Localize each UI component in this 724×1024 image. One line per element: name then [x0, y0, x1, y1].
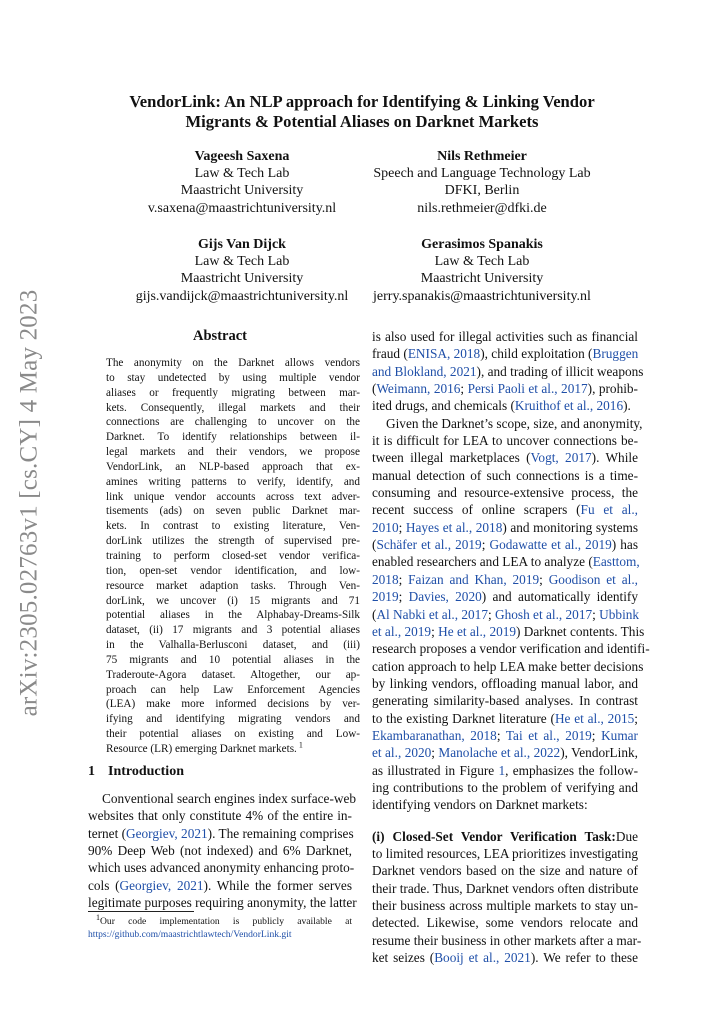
- section-title: Introduction: [108, 764, 184, 779]
- text-run: ;: [398, 571, 409, 587]
- abstract-line: amines writing patterns to verify, identify, and: [106, 475, 360, 488]
- section-number: 1: [88, 764, 95, 779]
- citation-link[interactable]: Kruithof et al., 2016: [514, 398, 624, 414]
- citation-link[interactable]: et al., 2019: [372, 623, 432, 639]
- text-run: ;: [460, 381, 468, 397]
- abstract-line: ifying and identifying migrating vendors and: [106, 713, 360, 726]
- citation-link[interactable]: Al Nabki et al., 2017: [376, 606, 488, 622]
- author-name: Vageesh Saxena: [194, 149, 290, 164]
- citation-link[interactable]: Bruggen: [592, 346, 639, 362]
- abstract-line: VendorLink, an NLP-based approach that ex-: [106, 460, 360, 473]
- footnote: [88, 912, 352, 941]
- text-run: cation approach to help LEA make better decisions: [372, 658, 644, 674]
- citation-link[interactable]: Ghosh et al., 2017: [495, 606, 593, 622]
- text-run: ). While the former serves: [203, 877, 352, 893]
- author-institution: Maastricht University: [180, 183, 304, 199]
- paragraph-line: websites that only constitute 4% of the entire in-: [88, 808, 352, 824]
- text-run: ). While: [591, 450, 638, 466]
- text-run: to the existing Darknet literature (: [372, 710, 555, 726]
- text-run: ;: [487, 606, 495, 622]
- citation-link[interactable]: Faizan and Khan, 2019: [408, 571, 540, 587]
- paragraph-line: [372, 880, 638, 897]
- text-run: ), VendorLink,: [560, 745, 638, 761]
- author-block-3: [112, 236, 372, 305]
- paragraph-line: [372, 380, 638, 397]
- abstract-heading: Abstract: [193, 328, 247, 344]
- paragraph-line: Conventional search engines index surface-web: [102, 791, 357, 806]
- contribution-heading: (i) Closed-Set Vendor Verification Task:: [372, 828, 616, 844]
- text-run: (: [372, 537, 377, 553]
- abstract-line: tisements (ads) on seven public Darknet mar-: [106, 505, 360, 518]
- abstract-line: resource market adaption tasks. Through Ven-: [106, 579, 360, 592]
- paragraph-line: [372, 762, 638, 779]
- paragraph-line: [372, 519, 638, 536]
- citation-link[interactable]: Fu et al.,: [580, 502, 638, 518]
- paragraph-line: [372, 623, 645, 640]
- text-run: tween illegal marketplaces (: [372, 450, 531, 466]
- text-run: their business across multiple markets to stay un-: [372, 898, 638, 913]
- citation-link[interactable]: 2010: [372, 519, 399, 535]
- author-institution: Maastricht University: [420, 271, 544, 287]
- abstract-body: [106, 356, 360, 757]
- paragraph-line: [372, 727, 638, 744]
- abstract-line: in the Valhalla-Berlusconi dataset, and (iii): [106, 639, 360, 652]
- paragraph-line: [372, 828, 638, 845]
- author-email: v.saxena@maastrichtuniversity.nl: [147, 200, 337, 216]
- paragraph-line: [372, 744, 638, 761]
- abstract-line: link unique vendor accounts across text adver-: [106, 490, 360, 503]
- abstract-line: training to perform closed-set vendor verifica-: [106, 549, 360, 562]
- footnote-url-link[interactable]: https://github.com/maastrichtlawtech/VendorLink.git: [88, 928, 292, 940]
- citation-link[interactable]: Georgiev, 2021: [126, 825, 208, 841]
- text-run: ) has: [611, 537, 638, 553]
- author-email: gijs.vandijck@maastrichtuniversity.nl: [135, 288, 349, 304]
- author-affiliation: Speech and Language Technology Lab: [373, 166, 591, 182]
- citation-link[interactable]: Tai et al., 2019: [505, 727, 592, 743]
- author-email: nils.rethmeier@dfki.de: [417, 200, 547, 216]
- text-run: resume their business in other markets after a mar-: [372, 932, 642, 948]
- text-run: ), child exploitation (: [480, 346, 593, 362]
- citation-link[interactable]: Weimann, 2016: [376, 381, 461, 397]
- footnote-mark: 1: [96, 912, 100, 922]
- citation-link[interactable]: Ubbink: [599, 606, 640, 622]
- text-run: ) Darknet contents. This: [516, 623, 645, 639]
- author-block-1: [112, 148, 372, 217]
- text-run: their trade. Thus, Darknet vendors often distribute: [372, 880, 639, 896]
- abstract-line: Traderoute-Agora dataset. Altogether, our ap-: [106, 668, 360, 681]
- text-run: ). The remaining comprises: [207, 825, 354, 841]
- text-run: ket seizes (: [372, 950, 435, 966]
- text-run: by linking vendors, offloading manual labor, and: [372, 675, 638, 691]
- text-run: ) and automatically identify: [481, 589, 638, 605]
- paragraph-line: [372, 658, 644, 675]
- text-run: is also used for illegal activities such as financial: [372, 329, 638, 344]
- paragraph-line: [372, 553, 638, 570]
- paragraph-line: [372, 914, 638, 931]
- footnote-rule: [88, 911, 194, 912]
- text-run: Due: [615, 828, 638, 844]
- citation-link[interactable]: 1: [498, 762, 506, 778]
- citation-link[interactable]: Vogt, 2017: [530, 450, 592, 466]
- abstract-line: Resource (LR) emerging Darknet markets. $^1$: [106, 740, 303, 755]
- author-affiliation: Law & Tech Lab: [194, 166, 290, 182]
- text-run: to limited resources, LEA prioritizes investigating: [372, 845, 638, 861]
- abstract-line: kets. In contrast to existing literature, Ven-: [106, 520, 360, 533]
- citation-link[interactable]: Easttom,: [592, 554, 640, 570]
- paragraph-line: legitimate purposes requiring anonymity, the latter: [88, 895, 357, 911]
- paragraph-gap: [372, 814, 638, 828]
- author-name: Gijs Van Dijck: [198, 237, 286, 252]
- text-run: manual detection of such connections is a time-: [372, 467, 638, 483]
- text-run: ;: [591, 727, 602, 743]
- footnote-mark: 1: [296, 740, 303, 750]
- paragraph-line: [372, 710, 638, 727]
- abstract-line: Darknet. To identify relationships between il-: [106, 431, 360, 444]
- abstract-line: The anonymity on the Darknet allows vendors: [106, 357, 360, 369]
- paragraph-line: [372, 328, 638, 345]
- text-run: ;: [634, 710, 638, 726]
- paragraph-line: [372, 779, 638, 796]
- paragraph-line: [372, 571, 638, 588]
- citation-link[interactable]: Schäfer et al., 2019: [376, 537, 482, 553]
- author-institution: Maastricht University: [180, 271, 304, 287]
- footnote-line: [88, 912, 352, 929]
- text-run: cols (: [88, 877, 120, 893]
- paragraph-line: [372, 415, 643, 432]
- citation-link[interactable]: Ekambaranathan, 2018: [372, 727, 497, 743]
- arxiv-identifier-text: arXiv:2305.02763v1 [cs.CY] 4 May 2023: [15, 289, 43, 717]
- citation-link[interactable]: ENISA, 2018: [407, 346, 481, 362]
- text-run: ;: [539, 571, 549, 587]
- paragraph-line: [372, 862, 638, 879]
- text-run: research proposes a vendor verification and identifi-: [372, 641, 650, 657]
- section-heading: [88, 764, 184, 780]
- citation-link[interactable]: Godawatte et al., 2019: [489, 537, 612, 553]
- author-institution: DFKI, Berlin: [444, 183, 520, 199]
- paragraph-line: [372, 675, 638, 692]
- paragraph-line: [88, 877, 352, 894]
- author-affiliation: Law & Tech Lab: [194, 254, 290, 270]
- author-affiliation: Law & Tech Lab: [434, 254, 530, 270]
- citation-link[interactable]: 2019: [372, 589, 399, 605]
- abstract-line: legal markets and their vendors, we propose: [106, 446, 360, 459]
- text-run: ited drugs, and chemicals (: [372, 398, 515, 414]
- left-column-body: [88, 790, 357, 911]
- text-run: recent success of online scrapers (: [372, 502, 581, 518]
- citation-link[interactable]: Davies, 2020: [408, 589, 482, 605]
- abstract-line: dorLink, we uncover (i) 15 migrants and 71: [106, 594, 360, 607]
- text-run: ). We refer to these: [530, 950, 638, 966]
- paragraph-line: [372, 345, 638, 362]
- paragraph-line: [372, 949, 638, 966]
- text-run: ;: [592, 606, 600, 622]
- citation-link[interactable]: He et al., 2019: [438, 623, 517, 639]
- paragraph-line: [372, 897, 638, 914]
- paragraph-line: [88, 825, 352, 842]
- paragraph-line: [372, 501, 638, 518]
- text-run: ;: [398, 589, 409, 605]
- author-block-4: [352, 236, 612, 305]
- citation-link[interactable]: Persi Paoli et al., 2017: [467, 381, 588, 397]
- text-run: Darknet vendors based on the size and nature of: [372, 863, 638, 879]
- paragraph-line: [372, 640, 650, 657]
- paper-title-line-2: Migrants & Potential Aliases on Darknet Markets: [185, 112, 539, 131]
- abstract-line: potential aliases in the Alphabay-Dreams-Silk: [106, 609, 360, 622]
- abstract-line: 75 migrants and 10 potential aliases in the: [106, 653, 360, 666]
- paper-title-line-1: VendorLink: An NLP approach for Identifying & Linking Vendor: [129, 92, 595, 111]
- text-run: consuming and resource-extensive process, the: [372, 485, 638, 501]
- paragraph-line: [372, 432, 638, 449]
- text-run: it is difficult for LEA to uncover connections be-: [372, 433, 638, 449]
- paragraph-line: [372, 397, 638, 414]
- author-name: Nils Rethmeier: [437, 149, 527, 164]
- footnote-line: [88, 929, 352, 942]
- paragraph-line: [372, 692, 638, 709]
- text-run: ).: [623, 398, 631, 414]
- paragraph-line: 90% Deep Web (not indexed) and 6% Darknet,: [88, 843, 352, 859]
- abstract-line: proach can help Law Enforcement Agencies: [106, 683, 360, 696]
- citation-link[interactable]: Goodison et al.,: [548, 571, 638, 587]
- paragraph-line: [372, 363, 644, 380]
- paragraph-line: [372, 606, 638, 623]
- text-run: ;: [481, 537, 490, 553]
- text-run: generating similarity-based analyses. In contrast: [372, 693, 638, 709]
- text-run: ;: [398, 519, 406, 535]
- paragraph-line: [372, 484, 638, 501]
- abstract-line: kets. Consequently, illegal markets and their: [106, 401, 360, 414]
- abstract-line: (LEA) make more informed decisions by ver-: [106, 698, 360, 711]
- citation-link[interactable]: Manolache et al., 2022: [438, 745, 561, 761]
- author-block-2: [352, 148, 612, 217]
- citation-link[interactable]: Kumar: [601, 727, 638, 743]
- abstract-line: their potential aliases on existing and Low-: [106, 728, 360, 741]
- text-run: ) and monitoring systems: [502, 519, 638, 535]
- text-run: identifying vendors on Darknet markets:: [372, 797, 588, 813]
- text-run: enabled researchers and LEA to analyze (: [372, 554, 593, 570]
- paragraph-line: [372, 588, 638, 605]
- abstract-line: tion, open-set vendor identification, and low-: [106, 564, 360, 577]
- paper-title: [90, 92, 634, 132]
- citation-link[interactable]: et al., 2020: [372, 745, 432, 761]
- paragraph-line: [372, 536, 638, 553]
- text-run: ;: [431, 745, 439, 761]
- text-run: Given the Darknet’s scope, size, and anonymity,: [386, 415, 643, 431]
- citation-link[interactable]: Hayes et al., 2018: [405, 519, 503, 535]
- author-name: Gerasimos Spanakis: [421, 237, 543, 252]
- right-column-body: [372, 328, 650, 966]
- text-run: ), prohib-: [587, 381, 638, 397]
- author-email: jerry.spanakis@maastrichtuniversity.nl: [373, 288, 591, 304]
- text-run: ), and trading of illicit weapons: [476, 363, 644, 379]
- abstract-line: to stay undetected by using multiple vendor: [106, 371, 360, 384]
- arxiv-identifier: [7, 289, 51, 717]
- citation-link[interactable]: Booij et al., 2021: [434, 950, 531, 966]
- text-run: , emphasizes the follow-: [505, 762, 638, 778]
- text-run: ternet (: [88, 825, 127, 841]
- paragraph-line: [372, 467, 638, 484]
- citation-link[interactable]: Georgiev, 2021: [119, 877, 204, 893]
- abstract-line: aliases or frequently migrating between mar-: [106, 386, 360, 399]
- paragraph-line: [372, 932, 642, 949]
- footnote-text: Our code implementation is publicly available at: [100, 916, 352, 927]
- text-run: (: [372, 606, 377, 622]
- text-run: fraud (: [372, 346, 408, 362]
- paragraph-line: [372, 796, 638, 813]
- text-run: as illustrated in Figure: [372, 762, 499, 778]
- abstract-line: dorLink utilizes the strength of supervised pre-: [106, 535, 360, 548]
- citation-link[interactable]: 2018: [372, 571, 399, 587]
- paragraph-line: [372, 845, 638, 862]
- text-run: detected. Likewise, some vendors relocate and: [372, 915, 638, 931]
- paragraph-line: which uses advanced anonymity enhancing proto-: [88, 860, 355, 876]
- paragraph-line: [372, 449, 638, 466]
- abstract-line: connections are challenging to uncover on the: [106, 416, 360, 429]
- citation-link[interactable]: and Blokland, 2021: [372, 363, 477, 379]
- text-run: ;: [496, 727, 506, 743]
- text-run: (: [372, 381, 377, 397]
- text-run: ing contributions to the problem of verifying and: [372, 779, 638, 795]
- text-run: ;: [431, 623, 439, 639]
- abstract-line: dataset, (ii) 17 migrants and 3 potential aliases: [106, 624, 360, 637]
- citation-link[interactable]: He et al., 2015: [554, 710, 635, 726]
